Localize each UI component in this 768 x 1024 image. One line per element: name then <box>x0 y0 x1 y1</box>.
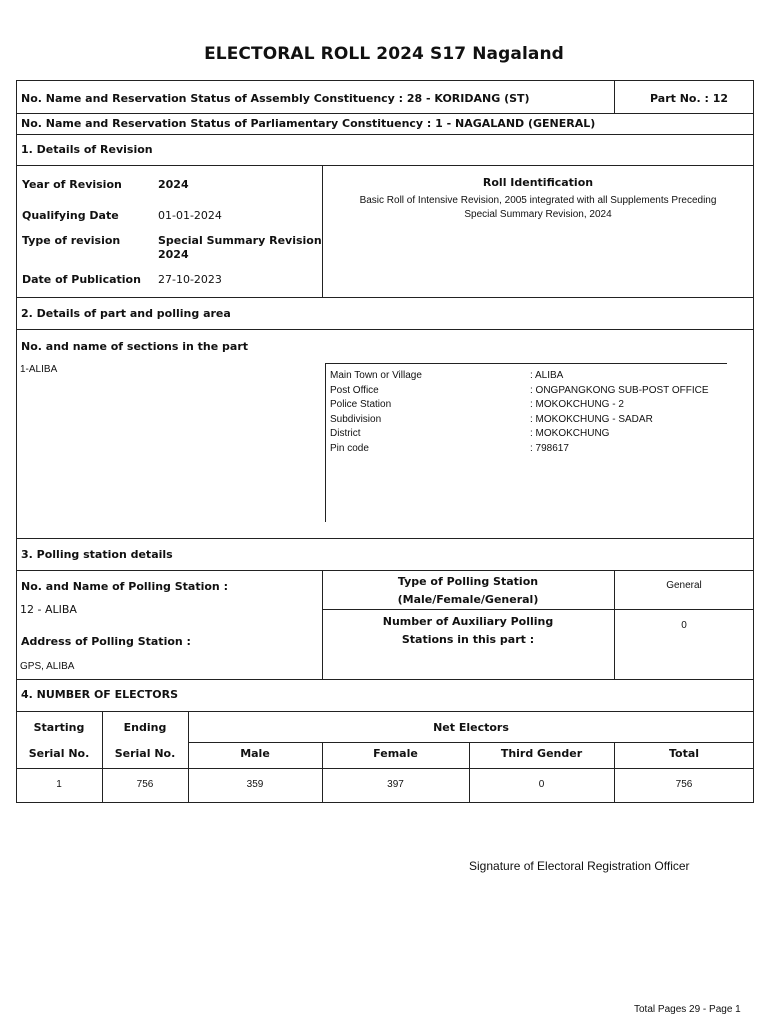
assembly-constituency: No. Name and Reservation Status of Assembly Constituency : 28 - KORIDANG (ST) <box>21 92 530 105</box>
type-of-revision-value-line1: Special Summary Revision <box>158 234 322 247</box>
page-footer: Total Pages 29 - Page 1 <box>634 1004 741 1015</box>
detail-value: : ONGPANGKONG SUB-POST OFFICE <box>530 384 709 396</box>
section-4-heading: 4. NUMBER OF ELECTORS <box>21 688 178 701</box>
detail-value: : MOKOKCHUNG <box>530 428 610 440</box>
sections-in-part-heading: No. and name of sections in the part <box>21 340 249 353</box>
total-header: Total <box>668 747 700 760</box>
ending-serial-header-line2: Serial No. <box>114 747 176 760</box>
detail-label: Post Office <box>330 384 379 396</box>
year-of-revision-label: Year of Revision <box>22 178 122 191</box>
female-count-value: 397 <box>387 779 404 790</box>
aux-stations-label-line2: Stations in this part : <box>401 633 535 646</box>
qualifying-date-value: 01-01-2024 <box>158 209 222 222</box>
detail-value: : MOKOKCHUNG - 2 <box>530 399 624 411</box>
qualifying-date-label: Qualifying Date <box>22 209 119 222</box>
date-of-publication-value: 27-10-2023 <box>158 273 222 286</box>
detail-label: Main Town or Village <box>330 370 422 381</box>
roll-identification-line1: Basic Roll of Intensive Revision, 2005 integrated with all Supplements Preceding <box>359 195 717 206</box>
aux-stations-label-line1: Number of Auxiliary Polling <box>382 615 554 628</box>
roll-identification-label: Roll Identification <box>482 176 594 189</box>
detail-value: : MOKOKCHUNG - SADAR <box>530 413 653 425</box>
year-of-revision-value: 2024 <box>158 178 189 191</box>
polling-station-address-label: Address of Polling Station : <box>21 635 191 648</box>
type-of-revision-label: Type of revision <box>22 234 121 247</box>
polling-station-address-value: GPS, ALIBA <box>20 661 75 672</box>
polling-station-value: 12 - ALIBA <box>20 603 77 616</box>
male-count-value: 359 <box>246 779 264 790</box>
total-count-value: 756 <box>675 779 693 790</box>
roll-identification-line2: Special Summary Revision, 2024 <box>464 209 612 220</box>
male-header: Male <box>240 747 270 760</box>
station-type-label-line1: Type of Polling Station <box>397 575 539 588</box>
station-type-label-line2: (Male/Female/General) <box>397 593 539 606</box>
date-of-publication-label: Date of Publication <box>22 273 141 286</box>
net-electors-header: Net Electors <box>433 721 509 734</box>
section-3-heading: 3. Polling station details <box>21 548 173 561</box>
station-type-value: General <box>666 580 702 591</box>
starting-serial-header-line2: Serial No. <box>28 747 90 760</box>
aux-stations-value: 0 <box>681 620 687 631</box>
ending-serial-value: 756 <box>136 779 154 790</box>
page-title: ELECTORAL ROLL 2024 S17 Nagaland <box>204 44 564 64</box>
starting-serial-value: 1 <box>56 779 62 790</box>
signature-label: Signature of Electoral Registration Officer <box>469 859 690 873</box>
starting-serial-header-line1: Starting <box>33 721 85 734</box>
section-item: 1-ALIBA <box>20 364 58 375</box>
type-of-revision-value-line2: 2024 <box>158 248 189 261</box>
parliamentary-constituency: No. Name and Reservation Status of Parliamentary Constituency : 1 - NAGALAND (GENERAL) <box>21 117 596 130</box>
section-1-heading: 1. Details of Revision <box>21 143 153 156</box>
female-header: Female <box>373 747 418 760</box>
detail-value: : 798617 <box>530 443 569 454</box>
detail-value: : ALIBA <box>530 370 564 381</box>
detail-label: Police Station <box>330 399 392 411</box>
detail-label: District <box>330 428 361 440</box>
part-number: Part No. : 12 <box>650 92 729 105</box>
polling-station-label: No. and Name of Polling Station : <box>21 580 228 593</box>
detail-label: Subdivision <box>330 413 382 425</box>
third-gender-count-value: 0 <box>538 779 545 790</box>
third-gender-header: Third Gender <box>500 747 583 760</box>
detail-label: Pin code <box>330 443 369 454</box>
ending-serial-header-line1: Ending <box>123 721 167 734</box>
section-2-heading: 2. Details of part and polling area <box>21 307 231 320</box>
